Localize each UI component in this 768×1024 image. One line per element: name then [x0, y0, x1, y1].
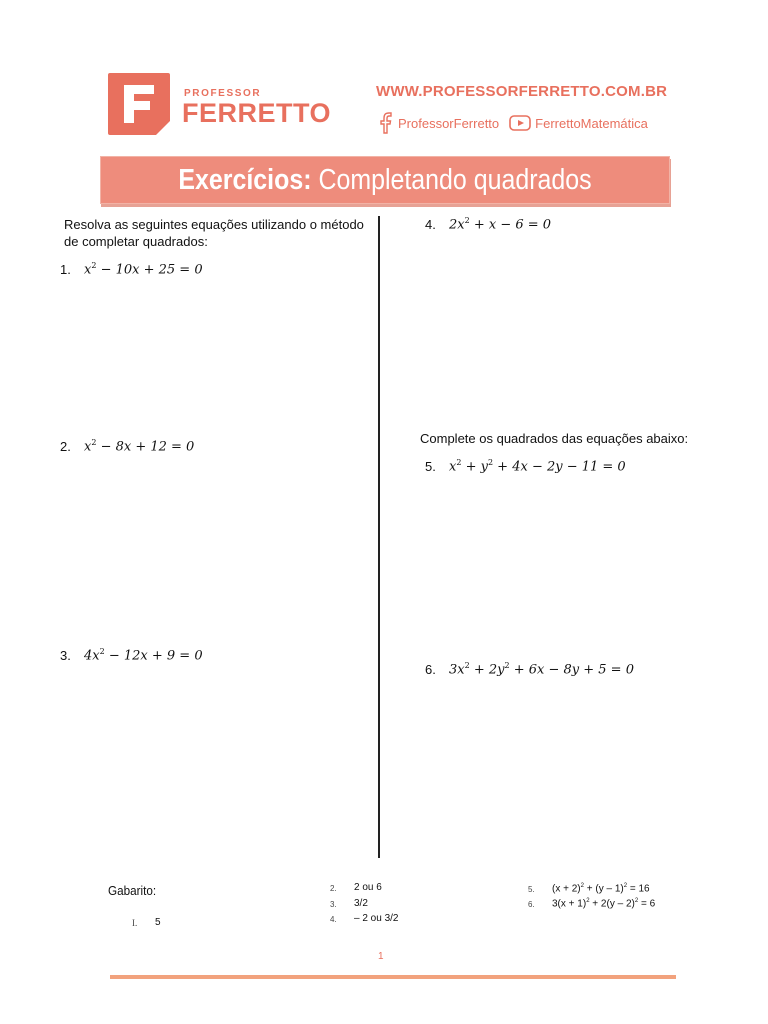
question-4-number: 4.: [425, 217, 436, 232]
answer-2-value: 2 ou 6: [354, 882, 382, 893]
facebook-handle[interactable]: ProfessorFerretto: [398, 115, 500, 131]
instruction-line-2: de completar quadrados:: [64, 234, 208, 249]
instruction-line-1: Resolva as seguintes equações utilizando o método: [64, 217, 364, 232]
letter-f-logo-icon: [120, 83, 158, 125]
answer-1-number: I.: [132, 918, 138, 928]
logo-badge: [108, 73, 170, 135]
question-5-number: 5.: [425, 459, 436, 474]
answer-5-value: $(x + 2)^2 + (y - 1)^2 = 16$: [552, 883, 650, 895]
site-url[interactable]: WWW.PROFESSORFERRETTO.COM.BR: [376, 83, 668, 100]
youtube-icon[interactable]: [509, 115, 531, 131]
question-6-equation: $3x^2 + 2y^2 + 6x - 8y + 5 = 0$: [449, 661, 634, 678]
answer-2-number: 2.: [330, 884, 337, 893]
answer-6-number: 6.: [528, 900, 535, 909]
question-1-equation: $x^2 - 10x + 25 = 0$: [84, 261, 203, 278]
question-2-number: 2.: [60, 439, 71, 454]
question-4-equation: $2x^2 + x - 6 = 0$: [449, 216, 552, 233]
answer-1-value: 5: [155, 917, 161, 928]
brand-name: FERRETTO: [182, 98, 332, 128]
answer-4-number: 4.: [330, 915, 337, 924]
instruction-complete: Complete os quadrados das equações abaixo:: [420, 431, 689, 446]
question-6-number: 6.: [425, 662, 436, 677]
answer-3-value: 3/2: [354, 898, 368, 909]
question-2-equation: $x^2 - 8x + 12 = 0$: [84, 438, 195, 455]
question-5-equation: $x^2 + y^2 + 4x - 2y - 11 = 0$: [449, 458, 626, 475]
answer-3-number: 3.: [330, 900, 337, 909]
title-banner: [100, 156, 670, 204]
question-3-number: 3.: [60, 648, 71, 663]
social-row: [378, 112, 648, 134]
answer-key-title: Gabarito:: [108, 883, 157, 898]
youtube-channel[interactable]: FerrettoMatemática: [535, 115, 648, 131]
footer-bar: [110, 975, 676, 979]
question-1-number: 1.: [60, 262, 71, 277]
column-divider: [378, 216, 380, 858]
banner-title: [141, 163, 629, 197]
page-number: 1: [378, 951, 384, 962]
answer-4-value: – 2 ou 3/2: [354, 913, 399, 924]
banner-label: Exercícios:: [178, 164, 312, 196]
answer-5-number: 5.: [528, 885, 535, 894]
brand-small: PROFESSOR: [184, 88, 262, 99]
banner-subject: Completando quadrados: [311, 164, 592, 196]
answer-6-value: $3(x + 1)^2 + 2(y - 2)^2 = 6$: [552, 898, 656, 910]
question-3-equation: $4x^2 - 12x + 9 = 0$: [84, 647, 203, 664]
logo-notch: [156, 121, 170, 135]
facebook-icon[interactable]: [378, 112, 394, 134]
